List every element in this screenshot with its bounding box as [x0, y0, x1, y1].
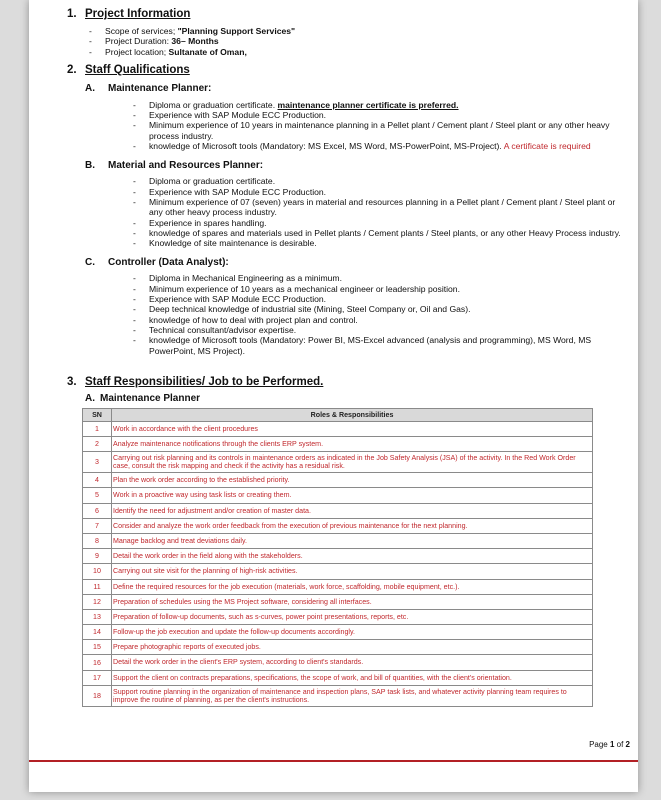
subsection-title: Material and Resources Planner:: [108, 159, 264, 171]
subsection-letter: B.: [85, 159, 95, 171]
row-sn: 3: [83, 452, 112, 473]
subsection-letter: A.: [85, 83, 95, 95]
sn-header: SN: [83, 408, 112, 421]
list-item: - Diploma or graduation certificate.: [133, 176, 622, 186]
footer-divider: [29, 760, 638, 762]
row-sn: 16: [83, 655, 112, 670]
row-sn: 2: [83, 437, 112, 452]
document-page: [29, 0, 638, 792]
list-item: - knowledge of how to deal with project plan and control.: [133, 315, 622, 325]
list-item: - knowledge of Microsoft tools (Mandatory: MS Excel, MS Word, MS-PowerPoint, MS-Project). A certificate is required: [133, 141, 622, 151]
section-title: Staff Qualifications: [85, 63, 190, 76]
row-role: Analyze maintenance notifications through the clients ERP system.: [112, 437, 593, 452]
row-sn: 18: [83, 685, 112, 706]
row-role: Support the client on contracts preparations, specifications, the scope of work, and bill of quantities, with the client's orientation.: [112, 670, 593, 685]
row-role: Detail the work order in the client's ERP system, according to client's standards.: [112, 655, 593, 670]
table-row: [83, 421, 593, 436]
row-role: Detail the work order in the field along with the stakeholders.: [112, 549, 593, 564]
subsection-title: Maintenance Planner:: [108, 83, 212, 95]
controller-qualifications: [133, 273, 622, 355]
table-row: [83, 452, 593, 473]
row-sn: 13: [83, 609, 112, 624]
roles-header: Roles & Responsibilities: [112, 408, 593, 421]
maintenance-planner-qualifications: [133, 100, 622, 151]
row-role: Identify the need for adjustment and/or creation of master data.: [112, 503, 593, 518]
row-role: Preparation of follow-up documents, such as s-curves, power point presentations, reports, etc.: [112, 609, 593, 624]
row-role: Prepare photographic reports of executed jobs.: [112, 640, 593, 655]
row-sn: 10: [83, 564, 112, 579]
list-item: - Project location; Sultanate of Oman,: [89, 47, 622, 57]
list-item: - Experience with SAP Module ECC Production.: [133, 110, 622, 120]
table-row: [83, 594, 593, 609]
list-item: - Minimum experience of 07 (seven) years in material and resources planning in a Pellet plant / Cement plant / Steel plant or any other heavy process industry.: [133, 197, 622, 218]
row-sn: 11: [83, 579, 112, 594]
subsection-letter: C.: [85, 256, 95, 268]
row-role: Carrying out risk planning and its controls in maintenance orders as indicated in the Job Safety Analysis (JSA) of the activity. In the Red Work Order case, consult the risk mapping and check if the activity has a residual risk.: [112, 452, 593, 473]
table-row: [83, 640, 593, 655]
list-item: - Minimum experience of 10 years in maintenance planning in a Pellet plant / Cement plant / Steel plant or any other heavy process industry.: [133, 120, 622, 141]
list-item: - Experience with SAP Module ECC Production.: [133, 294, 622, 304]
row-role: Work in a proactive way using task lists or creating them.: [112, 488, 593, 503]
table-row: [83, 533, 593, 548]
row-role: Follow-up the job execution and update the follow-up documents accordingly.: [112, 625, 593, 640]
table-row: [83, 437, 593, 452]
row-sn: 1: [83, 421, 112, 436]
row-sn: 9: [83, 549, 112, 564]
row-sn: 8: [83, 533, 112, 548]
subsection-3a-heading: [85, 392, 622, 406]
row-role: Work in accordance with the client procedures: [112, 421, 593, 436]
section-title: Staff Responsibilities/ Job to be Performed.: [85, 375, 324, 388]
section-title: Project Information: [85, 8, 191, 20]
list-item: - Experience in spares handling.: [133, 218, 622, 228]
row-sn: 5: [83, 488, 112, 503]
subsection-title: Controller (Data Analyst):: [108, 256, 229, 268]
list-item: - Minimum experience of 10 years as a mechanical engineer or leadership position.: [133, 284, 622, 294]
list-item: - knowledge of Microsoft tools (Mandatory: Power BI, MS-Excel advanced (analysis and programming), MS Word, MS PowerPoint, MS Project).: [133, 335, 622, 356]
list-item: - Deep technical knowledge of industrial site (Mining, Steel Company or, Oil and Gas).: [133, 304, 622, 314]
list-item: - Project Duration: 36– Months: [89, 36, 622, 46]
list-item: - Technical consultant/advisor expertise.: [133, 325, 622, 335]
subsection-title: Maintenance Planner: [100, 393, 201, 405]
row-role: Manage backlog and treat deviations daily.: [112, 533, 593, 548]
list-item: - Diploma in Mechanical Engineering as a minimum.: [133, 273, 622, 283]
section-number: 1.: [67, 8, 77, 20]
table-row: [83, 564, 593, 579]
table-row: [83, 549, 593, 564]
row-sn: 15: [83, 640, 112, 655]
table-header-row: [83, 408, 593, 421]
section-1-heading: [67, 6, 622, 22]
row-role: Plan the work order according to the established priority.: [112, 473, 593, 488]
row-sn: 17: [83, 670, 112, 685]
row-role: Support routine planning in the organization of maintenance and inspection plans, SAP task lists, and whatever activity planning team requires to improve the routine of planning, as per the client's instructions.: [112, 685, 593, 706]
section-3-heading: [67, 374, 622, 390]
row-role: Preparation of schedules using the MS Project software, considering all interfaces.: [112, 594, 593, 609]
list-item: - Knowledge of site maintenance is desirable.: [133, 238, 622, 248]
responsibilities-table: [82, 408, 593, 707]
table-row: [83, 670, 593, 685]
page-content: [67, 6, 622, 707]
material-planner-qualifications: [133, 176, 622, 248]
table-row: [83, 579, 593, 594]
section-number: 2.: [67, 63, 77, 76]
row-sn: 6: [83, 503, 112, 518]
list-item: - Diploma or graduation certificate. maintenance planner certificate is preferred.: [133, 100, 622, 110]
subsection-b-heading: [85, 158, 622, 172]
list-item: - Experience with SAP Module ECC Production.: [133, 187, 622, 197]
row-sn: 14: [83, 625, 112, 640]
row-sn: 7: [83, 518, 112, 533]
row-role: Define the required resources for the job execution (materials, work force, scaffolding, mobile equipment, etc.).: [112, 579, 593, 594]
list-item: - Scope of services; "Planning Support Services": [89, 26, 622, 36]
row-role: Consider and analyze the work order feedback from the execution of previous maintenance for the next planning.: [112, 518, 593, 533]
subsection-a-heading: [85, 82, 622, 96]
project-info-list: [89, 26, 622, 57]
row-role: Carrying out site visit for the planning of high-risk activities.: [112, 564, 593, 579]
section-number: 3.: [67, 375, 77, 388]
row-sn: 12: [83, 594, 112, 609]
table-row: [83, 685, 593, 706]
subsection-letter: A.: [85, 393, 95, 405]
table-row: [83, 503, 593, 518]
table-row: [83, 473, 593, 488]
section-2-heading: [67, 62, 622, 78]
row-sn: 4: [83, 473, 112, 488]
table-row: [83, 518, 593, 533]
table-row: [83, 655, 593, 670]
table-row: [83, 625, 593, 640]
table-row: [83, 609, 593, 624]
list-item: - knowledge of spares and materials used in Pellet plants / Cement plants / Steel plants, or any other Heavy Process industry.: [133, 228, 622, 238]
subsection-c-heading: [85, 255, 622, 269]
page-number: Page 1 of 2: [589, 740, 630, 749]
table-row: [83, 488, 593, 503]
